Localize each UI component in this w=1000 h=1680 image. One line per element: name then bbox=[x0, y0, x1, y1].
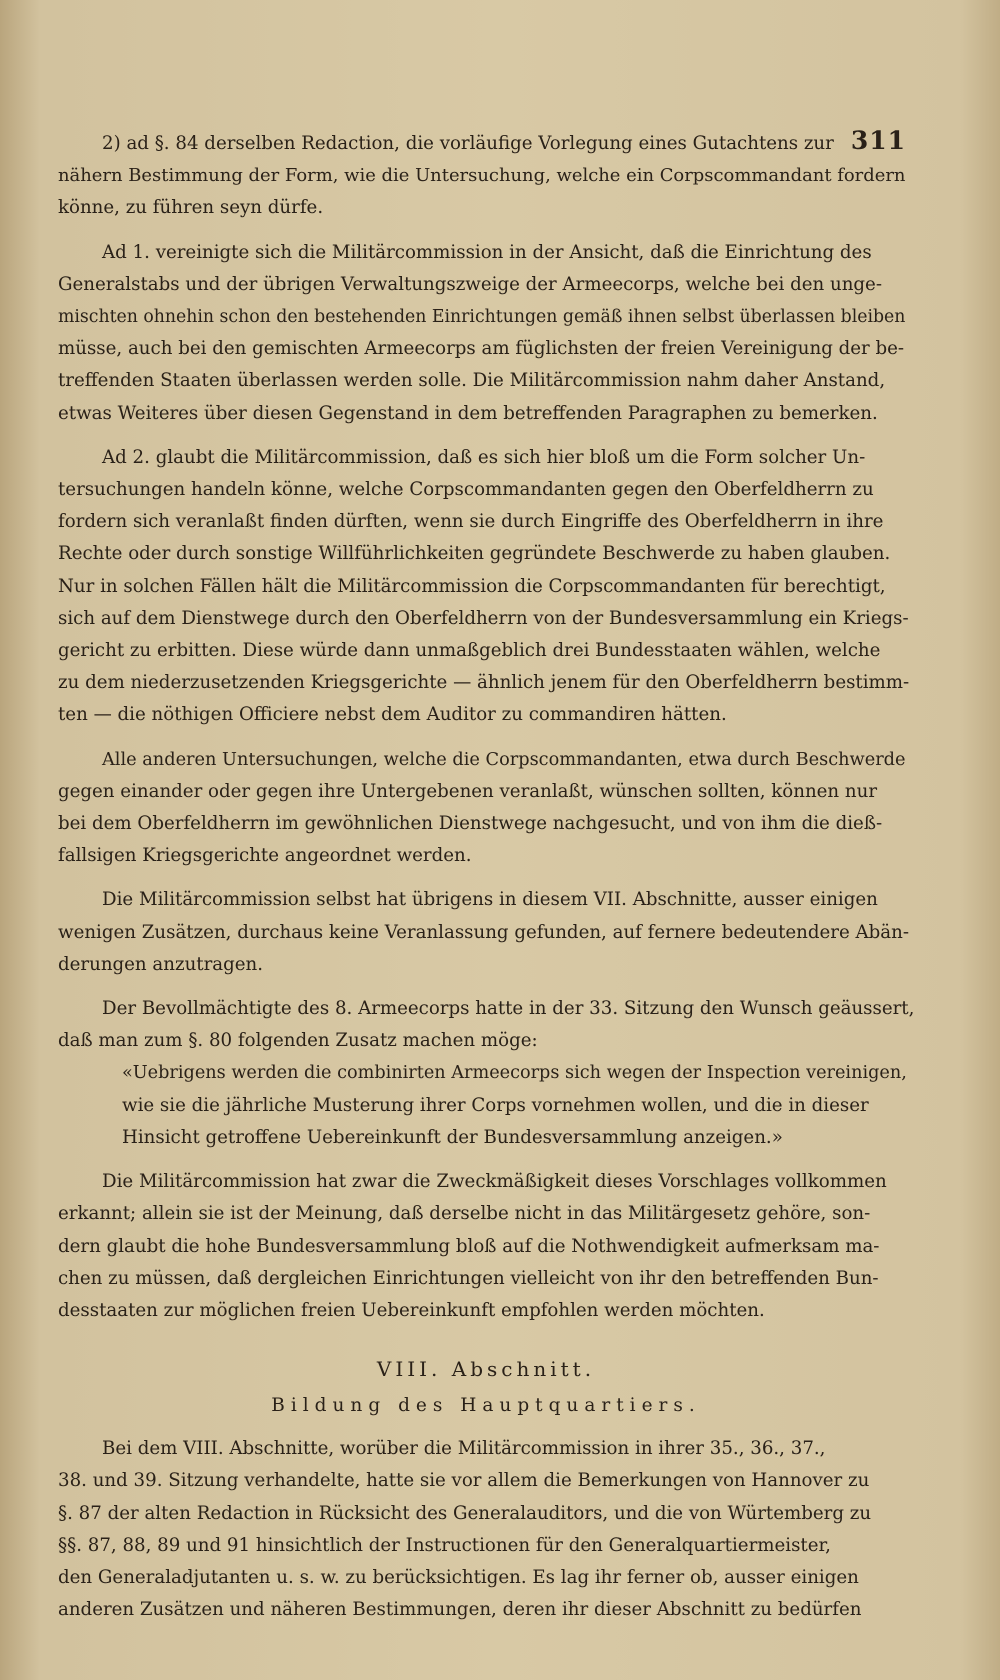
paragraph-5 bbox=[58, 884, 914, 981]
text-line: ten — die nöthigen Officiere nebst dem Auditor zu commandiren hätten. bbox=[58, 704, 727, 726]
paragraph-3 bbox=[58, 442, 914, 732]
text-line: Bei dem VIII. Abschnitte, worüber die Militärcommission in ihrer 35., 36., 37., bbox=[102, 1438, 826, 1460]
text-line: den Generaladjutanten u. s. w. zu berücksichtigen. Es lag ihr ferner ob, ausser einigen bbox=[58, 1566, 859, 1588]
text-line: gericht zu erbitten. Diese würde dann unmaßgeblich drei Bundesstaaten wählen, welche bbox=[58, 640, 881, 662]
text-line: daß man zum §. 80 folgenden Zusatz machen möge: bbox=[58, 1030, 538, 1052]
text-line: mischten ohnehin schon den bestehenden Einrichtungen gemäß ihnen selbst überlassen bleiben bbox=[58, 307, 906, 328]
text-line: Generalstabs und der übrigen Verwaltungszweige der Armeecorps, welche bei den unge- bbox=[58, 273, 882, 295]
page-number: 311 bbox=[850, 126, 906, 155]
text-line: müsse, auch bei den gemischten Armeecorps am füglichsten der freien Vereinigung der be- bbox=[58, 338, 905, 360]
text-line: Der Bevollmächtigte des 8. Armeecorps hatte in der 33. Sitzung den Wunsch geäussert, bbox=[102, 998, 915, 1020]
text-line: Alle anderen Untersuchungen, welche die Corpscommandanten, etwa durch Beschwerde bbox=[102, 749, 906, 770]
text-line: sich auf dem Dienstwege durch den Oberfeldherrn von der Bundesversammlung ein Kriegs- bbox=[58, 607, 909, 629]
text-line: 38. und 39. Sitzung verhandelte, hatte sie vor allem die Bemerkungen von Hannover zu bbox=[58, 1470, 870, 1492]
section-subheading: Bildung des Hauptquartiers. bbox=[271, 1395, 701, 1417]
text-line: Nur in solchen Fällen hält die Militärcommission die Corpscommandanten für berechtigt, bbox=[58, 575, 886, 597]
text-line: chen zu müssen, daß dergleichen Einrichtungen vielleicht von ihr den betreffenden Bun- bbox=[58, 1267, 879, 1289]
text-line: «Uebrigens werden die combinirten Armeecorps sich wegen der Inspection vereinigen, bbox=[122, 1063, 907, 1084]
text-line: §§. 87, 88, 89 und 91 hinsichtlich der Instructionen für den Generalquartiermeister, bbox=[58, 1534, 831, 1556]
paragraph-8 bbox=[58, 1433, 914, 1626]
text-line: gegen einander oder gegen ihre Untergebenen veranlaßt, wünschen sollten, können nur bbox=[58, 780, 878, 802]
text-line: Ad 1. vereinigte sich die Militärcommission in der Ansicht, daß die Einrichtung des bbox=[102, 241, 872, 263]
paragraph-2 bbox=[58, 237, 914, 430]
text-line: Die Militärcommission selbst hat übrigens in diesem VII. Abschnitte, ausser einigen bbox=[102, 889, 878, 911]
paragraph-4 bbox=[58, 744, 914, 873]
paragraph-1 bbox=[58, 128, 914, 160]
text-line: derungen anzutragen. bbox=[58, 953, 264, 975]
text-line: nähern Bestimmung der Form, wie die Untersuchung, welche ein Corpscommandant fordern bbox=[58, 165, 906, 187]
text-line: Die Militärcommission hat zwar die Zweckmäßigkeit dieses Vorschlages vollkommen bbox=[102, 1171, 887, 1193]
section-heading: VIII. Abschnitt. bbox=[376, 1357, 596, 1382]
text-line: anderen Zusätzen und näheren Bestimmungen, deren ihr dieser Abschnitt zu bedürfen bbox=[58, 1599, 862, 1621]
text-line: 2) ad §. 84 derselben Redaction, die vorläufige Vorlegung eines Gutachtens zur bbox=[102, 133, 834, 154]
text-line: zu dem niederzusetzenden Kriegsgerichte — ähnlich jenem für den Oberfeldherrn bestimm- bbox=[58, 672, 910, 694]
text-line: erkannt; allein sie ist der Meinung, daß derselbe nicht in das Militärgesetz gehöre, son- bbox=[58, 1203, 871, 1225]
text-line: dern glaubt die hohe Bundesversammlung bloß auf die Nothwendigkeit aufmerksam ma- bbox=[58, 1235, 880, 1257]
text-line: bei dem Oberfeldherrn im gewöhnlichen Dienstwege nachgesucht, und von ihm die dieß- bbox=[58, 813, 883, 835]
text-line: Rechte oder durch sonstige Willführlichkeiten gegründete Beschwerde zu haben glauben. bbox=[58, 543, 891, 565]
text-line: desstaaten zur möglichen freien Uebereinkunft empfohlen werden möchten. bbox=[58, 1299, 765, 1321]
text-line: Ad 2. glaubt die Militärcommission, daß es sich hier bloß um die Form solcher Un- bbox=[102, 446, 866, 468]
text-line: fallsigen Kriegsgerichte angeordnet werden. bbox=[58, 845, 472, 867]
text-line: wenigen Zusätzen, durchaus keine Veranlassung gefunden, auf fernere bedeutendere Abän- bbox=[58, 921, 910, 943]
text-line: Hinsicht getroffene Uebereinkunft der Bundesversammlung anzeigen.» bbox=[122, 1126, 783, 1148]
text-line: tersuchungen handeln könne, welche Corpscommandanten gegen den Oberfeldherrn zu bbox=[58, 479, 874, 501]
text-line: §. 87 der alten Redaction in Rücksicht des Generalauditors, und die von Würtemberg zu bbox=[58, 1502, 872, 1524]
paragraph-6 bbox=[58, 993, 914, 1057]
paragraph-1-cont bbox=[58, 160, 914, 224]
text-line: könne, zu führen seyn dürfe. bbox=[58, 197, 324, 219]
paragraph-7 bbox=[58, 1166, 914, 1327]
quotation bbox=[58, 1057, 914, 1154]
text-line: fordern sich veranlaßt finden dürften, wenn sie durch Eingriffe des Oberfeldherrn in ihre bbox=[58, 511, 884, 533]
text-line: etwas Weiteres über diesen Gegenstand in dem betreffenden Paragraphen zu bemerken. bbox=[58, 402, 878, 424]
text-line: treffenden Staaten überlassen werden solle. Die Militärcommission nahm daher Anstand, bbox=[58, 370, 886, 392]
text-line: wie sie die jährliche Musterung ihrer Corps vornehmen wollen, und die in dieser bbox=[122, 1094, 869, 1116]
